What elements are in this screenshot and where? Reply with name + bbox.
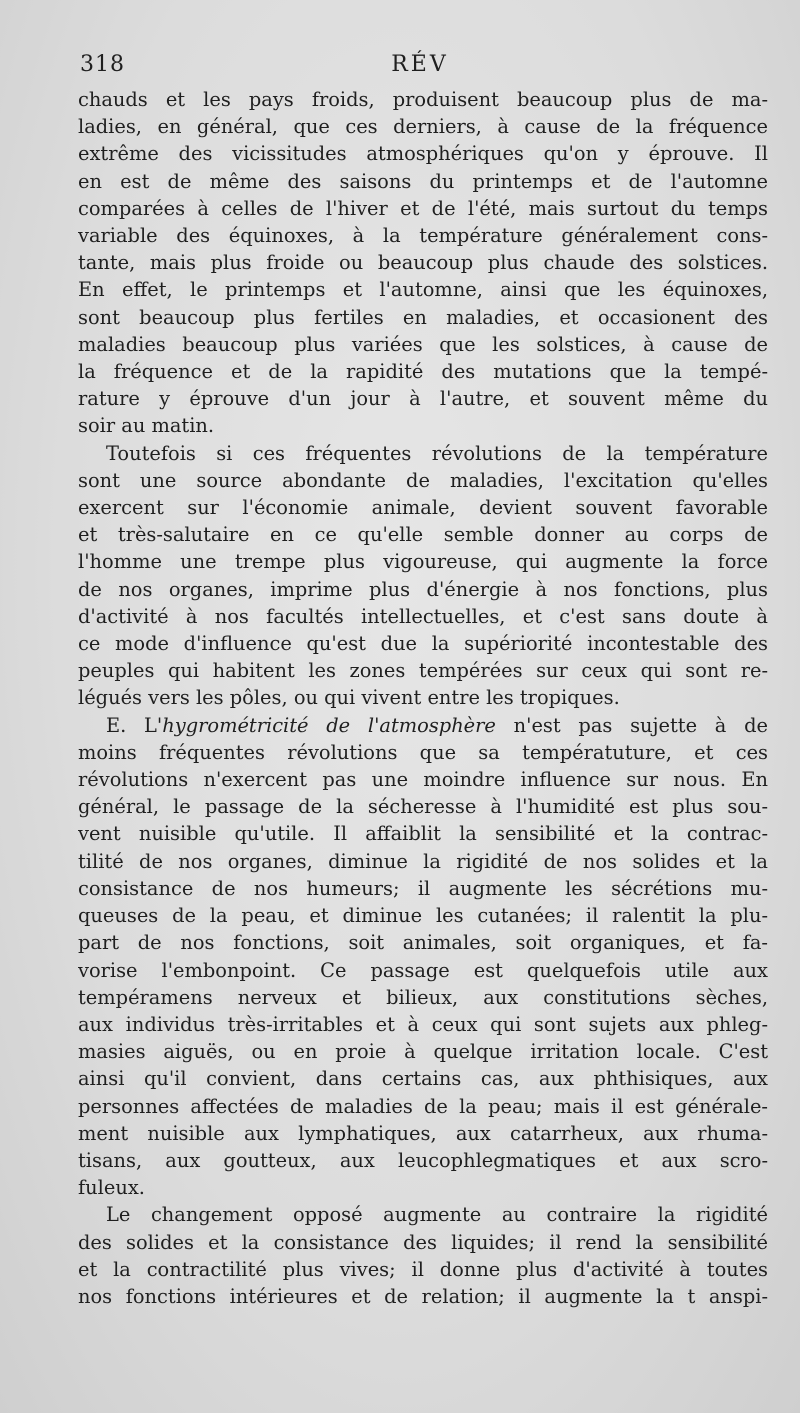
text-line: masies aiguës, ou en proie à quelque irritation locale. C'est xyxy=(78,1040,768,1064)
text-line: ladies, en général, que ces derniers, à cause de la fréquence xyxy=(78,115,768,139)
text-line: aux individus très-irritables et à ceux qui sont sujets aux phleg- xyxy=(78,1012,768,1036)
text-line: peuples qui habitent les zones tempérées sur ceux qui sont re- xyxy=(78,659,768,683)
text-line: légués vers les pôles, ou qui vivent entre les tropiques. xyxy=(78,686,620,710)
italic-term: hygrométricité de l'atmosphère xyxy=(162,713,496,737)
text-line: tilité de nos organes, diminue la rigidité de nos solides et la xyxy=(78,849,768,873)
text-line: tante, mais plus froide ou beaucoup plus chaude des solstices. xyxy=(78,251,768,275)
text-line: personnes affectées de maladies de la peau; mais il est générale- xyxy=(78,1094,768,1118)
text-line: En effet, le printemps et l'automne, ainsi que les équinoxes, xyxy=(78,278,768,302)
text-line: tempéramens nerveux et bilieux, aux constitutions sèches, xyxy=(78,985,768,1009)
text-line: et la contractilité plus vives; il donne plus d'activité à toutes xyxy=(78,1257,768,1281)
body-text xyxy=(78,86,768,1310)
text-line: ce mode d'influence qu'est due la supériorité incontestable des xyxy=(78,632,768,656)
text-line: des solides et la consistance des liquides; il rend la sensibilité xyxy=(78,1230,768,1254)
text-line: variable des équinoxes, à la température généralement cons- xyxy=(78,224,768,248)
text-line: sont une source abondante de maladies, l'excitation qu'elles xyxy=(78,468,768,492)
text-line: queuses de la peau, et diminue les cutanées; il ralentit la plu- xyxy=(78,904,768,928)
text-line: fuleux. xyxy=(78,1176,145,1200)
text-line: maladies beaucoup plus variées que les solstices, à cause de xyxy=(78,332,768,356)
text-line: tisans, aux goutteux, aux leucophlegmatiques et aux scro- xyxy=(78,1148,768,1172)
text-line: nos fonctions intérieures et de relation; il augmente la t anspi- xyxy=(78,1284,768,1308)
text-line: d'activité à nos facultés intellectuelles, et c'est sans doute à xyxy=(78,604,768,628)
running-head: RÉV xyxy=(391,52,449,77)
text-line: moins fréquentes révolutions que sa températuture, et ces xyxy=(78,740,768,764)
paragraph xyxy=(78,86,768,440)
text-line: ainsi qu'il convient, dans certains cas, aux phthisiques, aux xyxy=(78,1067,768,1091)
text-line: Le changement opposé augmente au contraire la rigidité xyxy=(106,1203,768,1227)
text-line: de nos organes, imprime plus d'énergie à nos fonctions, plus xyxy=(78,577,768,601)
text-line: part de nos fonctions, soit animales, soit organiques, et fa- xyxy=(78,931,768,955)
paragraph xyxy=(78,440,768,712)
page-number: 318 xyxy=(80,52,125,77)
text-line: consistance de nos humeurs; il augmente les sécrétions mu- xyxy=(78,876,768,900)
paragraph xyxy=(78,712,768,1202)
text-line: comparées à celles de l'hiver et de l'été, mais surtout du temps xyxy=(78,196,768,220)
text-line xyxy=(78,712,768,739)
text-line: soir au matin. xyxy=(78,414,215,438)
text-line: et très-salutaire en ce qu'elle semble donner au corps de xyxy=(78,523,768,547)
text-line: la fréquence et de la rapidité des mutations que la tempé- xyxy=(78,360,768,384)
page-header xyxy=(80,52,740,88)
text-line: général, le passage de la sécheresse à l'humidité est plus sou- xyxy=(78,795,768,819)
text-line: sont beaucoup plus fertiles en maladies, et occasionent des xyxy=(78,305,768,329)
text-line: exercent sur l'économie animale, devient souvent favorable xyxy=(78,496,768,520)
section-letter: E. L' xyxy=(106,713,163,737)
text-line: rature y éprouve d'un jour à l'autre, et souvent même du xyxy=(78,387,768,411)
text-line: l'homme une trempe plus vigoureuse, qui augmente la force xyxy=(78,550,768,574)
text-line: vorise l'embonpoint. Ce passage est quelquefois utile aux xyxy=(78,958,768,982)
text-line: Toutefois si ces fréquentes révolutions de la température xyxy=(106,441,768,465)
paragraph xyxy=(78,1201,768,1310)
text-line: chauds et les pays froids, produisent beaucoup plus de ma- xyxy=(78,88,768,111)
text-line: vent nuisible qu'utile. Il affaiblit la sensibilité et la contrac- xyxy=(78,822,768,846)
text-line: en est de même des saisons du printemps et de l'automne xyxy=(78,169,768,193)
text-line: révolutions n'exercent pas une moindre influence sur nous. En xyxy=(78,768,768,792)
text-line: extrême des vicissitudes atmosphériques qu'on y éprouve. Il xyxy=(78,142,768,166)
text-line: ment nuisible aux lymphatiques, aux catarrheux, aux rhuma- xyxy=(78,1121,768,1145)
lead-rest: n'est pas sujette à de xyxy=(495,713,768,737)
